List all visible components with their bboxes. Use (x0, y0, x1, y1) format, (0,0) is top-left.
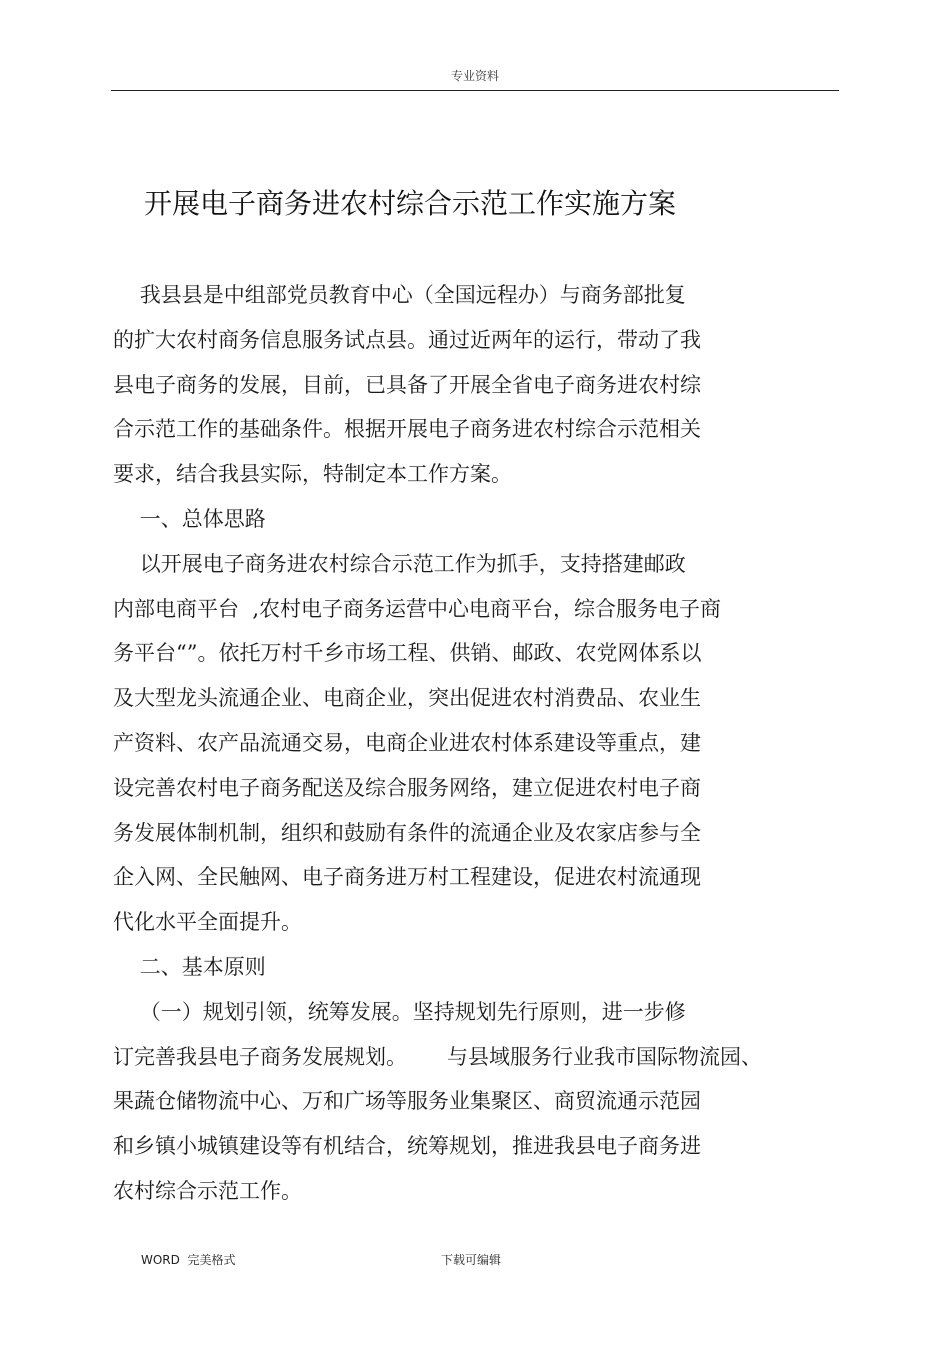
body-line: 的扩大农村商务信息服务试点县。通过近两年的运行，带动了我 (113, 327, 701, 352)
body-line: 和乡镇小城镇建设等有机结合，统筹规划，推进我县电子商务进 (113, 1134, 701, 1159)
body-line: 务平台“”。依托万村千乡市场工程、供销、邮政、农党网体系以 (113, 641, 702, 666)
body-line: 二、基本原则 (113, 955, 266, 979)
body-line: 订完善我县电子商务发展规划。 与县域服务行业我市国际物流园、 (113, 1044, 763, 1069)
document-title: 开展电子商务进农村综合示范工作实施方案 (144, 187, 677, 220)
header-divider (111, 90, 839, 91)
body-line: 合示范工作的基础条件。根据开展电子商务进农村综合示范相关 (113, 417, 701, 442)
body-line: 果蔬仓储物流中心、万和广场等服务业集聚区、商贸流通示范园 (113, 1089, 701, 1114)
body-line: 产资料、农产品流通交易，电商企业进农村体系建设等重点，建 (113, 731, 701, 755)
body-line: 代化水平全面提升。 (113, 910, 302, 935)
body-line: 务发展体制机制，组织和鼓励有条件的流通企业及农家店参与全 (113, 820, 701, 845)
body-line: 设完善农村电子商务配送及综合服务网络，建立促进农村电子商 (113, 775, 701, 800)
body-line: 内部电商平台 ,农村电子商务运营中心电商平台，综合服务电子商 (113, 596, 722, 621)
footer-left-label: WORD 完美格式 (141, 1253, 236, 1267)
body-line: 要求，结合我县实际，特制定本工作方案。 (113, 462, 512, 487)
body-line: 农村综合示范工作。 (113, 1179, 302, 1203)
body-line: 及大型龙头流通企业、电商企业，突出促进农村消费品、农业生 (113, 686, 701, 711)
body-line: （一）规划引领，统筹发展。坚持规划先行原则，进一步修 (113, 999, 686, 1024)
page-header-label: 专业资料 (450, 69, 499, 83)
body-line: 县电子商务的发展，目前，已具备了开展全省电子商务进农村综 (113, 372, 701, 397)
body-line: 以开展电子商务进农村综合示范工作为抓手，支持搭建邮政 (113, 551, 686, 576)
body-line: 企入网、全民触网、电子商务进万村工程建设，促进农村流通现 (113, 865, 701, 890)
body-line: 一、总体思路 (113, 507, 266, 531)
body-line: 我县县是中组部党员教育中心（全国远程办）与商务部批复 (113, 283, 686, 307)
footer-right-label: 下载可编辑 (441, 1253, 502, 1267)
